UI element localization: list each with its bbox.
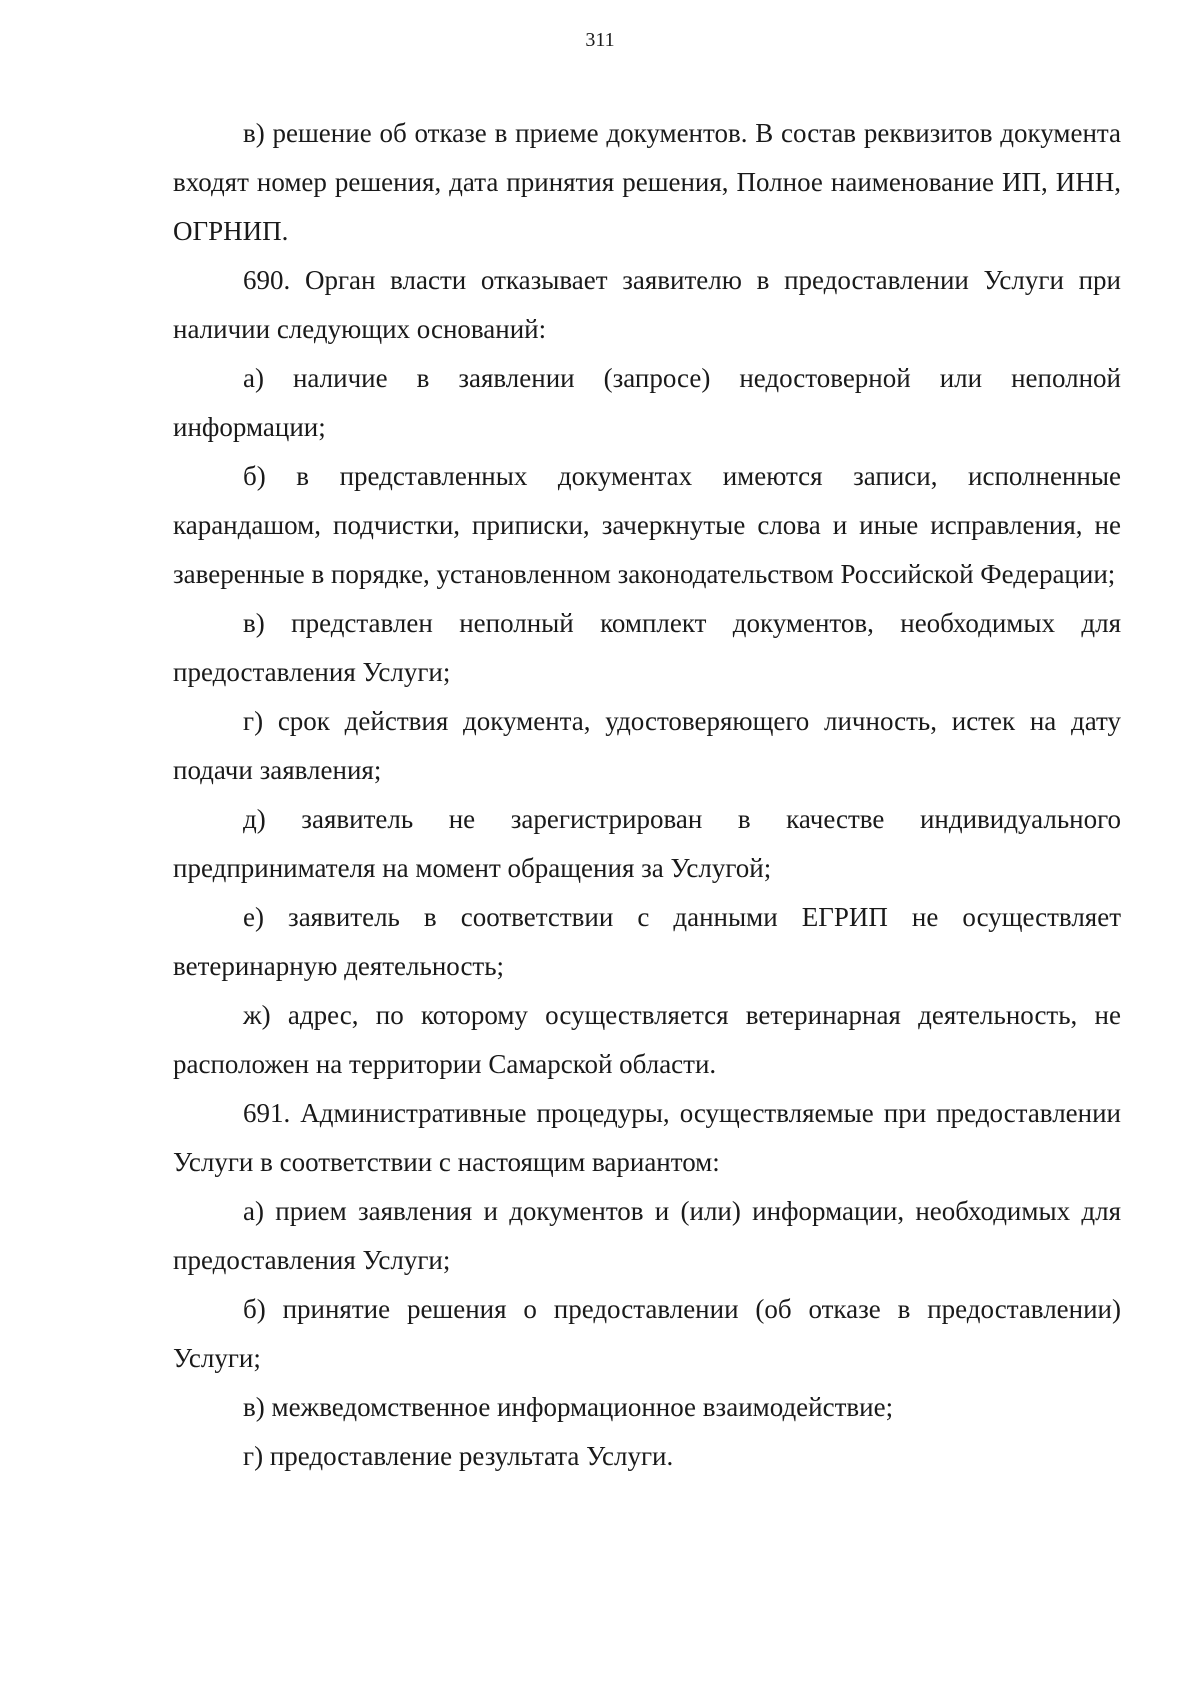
paragraph-691-procedures: 691. Административные процедуры, осуществляемые при предоставлении Услуги в соответствии с настоящим вариантом:	[173, 1098, 1121, 1177]
paragraph-procedure-g: г) предоставление результата Услуги.	[243, 1441, 674, 1471]
paragraph-ground-b: б) в представленных документах имеются записи, исполненные карандашом, подчистки, приписки, зачеркнутые слова и иные исправления, не заверенные в порядке, установленном законодательством Российской Федерации;	[173, 461, 1121, 589]
paragraph-ground-d: д) заявитель не зарегистрирован в качестве индивидуального предпринимателя на момент обращения за Услугой;	[173, 804, 1121, 883]
document-body	[173, 109, 1121, 1481]
paragraph-ground-zh: ж) адрес, по которому осуществляется ветеринарная деятельность, не расположен на территории Самарской области.	[173, 1000, 1121, 1079]
paragraph-ground-e: е) заявитель в соответствии с данными ЕГРИП не осуществляет ветеринарную деятельность;	[173, 902, 1121, 981]
paragraph-ground-g: г) срок действия документа, удостоверяющего личность, истек на дату подачи заявления;	[173, 706, 1121, 785]
paragraph-ground-a: а) наличие в заявлении (запросе) недостоверной или неполной информации;	[173, 363, 1121, 442]
paragraph-ground-v: в) представлен неполный комплект документов, необходимых для предоставления Услуги;	[173, 608, 1121, 687]
paragraph-procedure-b: б) принятие решения о предоставлении (об отказе в предоставлении) Услуги;	[173, 1294, 1121, 1373]
paragraph-690-refusal-grounds: 690. Орган власти отказывает заявителю в предоставлении Услуги при наличии следующих оснований:	[173, 265, 1121, 344]
paragraph-procedure-a: а) прием заявления и документов и (или) информации, необходимых для предоставления Услуги;	[173, 1196, 1121, 1275]
page-number: 311	[585, 29, 615, 51]
paragraph-result-refusal-decision: в) решение об отказе в приеме документов. В состав реквизитов документа входят номер решения, дата принятия решения, Полное наименование ИП, ИНН, ОГРНИП.	[173, 118, 1121, 246]
paragraph-procedure-v: в) межведомственное информационное взаимодействие;	[243, 1392, 894, 1422]
